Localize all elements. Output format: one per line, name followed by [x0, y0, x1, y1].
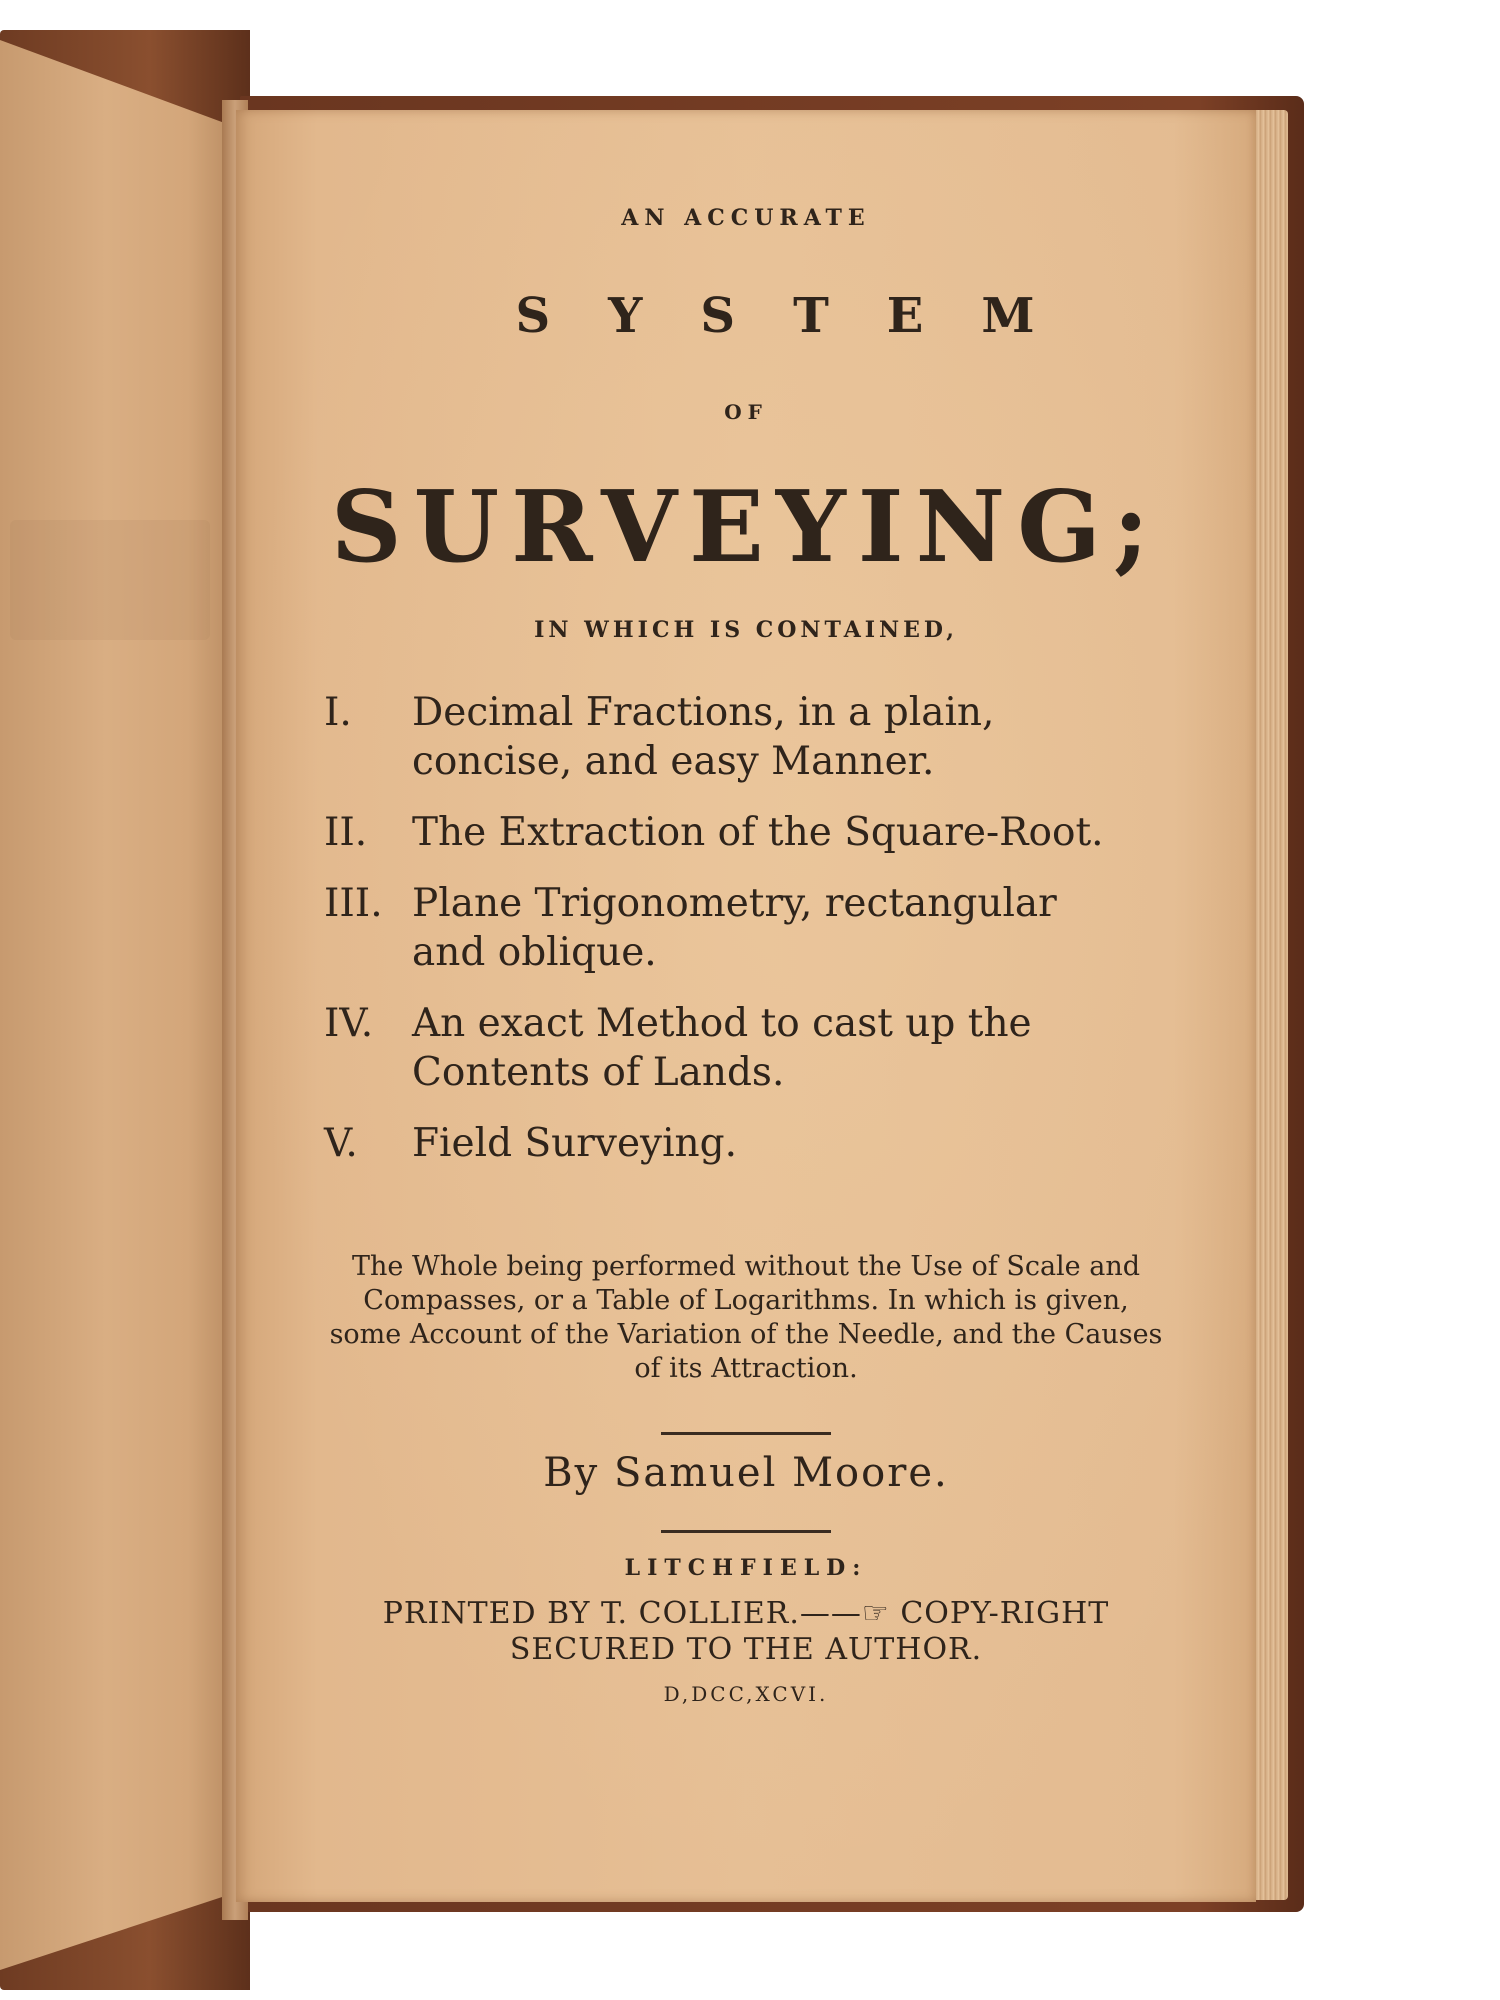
contents-item — [324, 1119, 1134, 1168]
item-number: III. — [324, 881, 383, 926]
main-title-word: SYSTEM — [515, 288, 1093, 344]
contents-item — [324, 808, 1134, 857]
item-text: Plane Trigonometry, rectangular and oblique. — [412, 881, 1057, 975]
description-paragraph: The Whole being performed without the Use of Scale and Compasses, or a Table of Logarithms. In which is given, some Account of the Variation of the Needle, and the Causes of its Attraction. — [329, 1251, 1163, 1384]
author-byline: By Samuel Moore. — [543, 1450, 949, 1496]
item-number: IV. — [324, 1001, 374, 1046]
item-text: Decimal Fractions, in a plain, concise, and easy Manner. — [412, 690, 995, 784]
of-word: OF — [724, 400, 768, 424]
item-number: V. — [324, 1121, 358, 1166]
contents-item — [324, 688, 1134, 786]
item-text: Field Surveying. — [412, 1121, 738, 1166]
contained-line: IN WHICH IS CONTAINED, — [534, 617, 958, 643]
endpaper-offset-stain — [10, 520, 210, 640]
imprint-date: D,DCC,XCVI. — [663, 1682, 829, 1706]
subject-title: SURVEYING; — [330, 470, 1162, 585]
imprint-place: LITCHFIELD: — [624, 1555, 868, 1581]
left-endpaper — [0, 40, 235, 1970]
contents-list — [324, 688, 1134, 1190]
pre-title: AN ACCURATE — [621, 205, 871, 231]
item-text: The Extraction of the Square-Root. — [412, 810, 1104, 855]
title-page — [236, 110, 1256, 1902]
item-number: I. — [324, 690, 352, 735]
imprint-printer: PRINTED BY T. COLLIER.——☞ COPY-RIGHT SECURED TO THE AUTHOR. — [382, 1596, 1110, 1667]
divider-rule — [661, 1432, 831, 1435]
divider-rule — [661, 1530, 831, 1533]
item-text: An exact Method to cast up the Contents of Lands. — [412, 1001, 1032, 1095]
item-number: II. — [324, 810, 368, 855]
page-edges — [1252, 110, 1288, 1900]
contents-item — [324, 879, 1134, 977]
contents-item — [324, 999, 1134, 1097]
